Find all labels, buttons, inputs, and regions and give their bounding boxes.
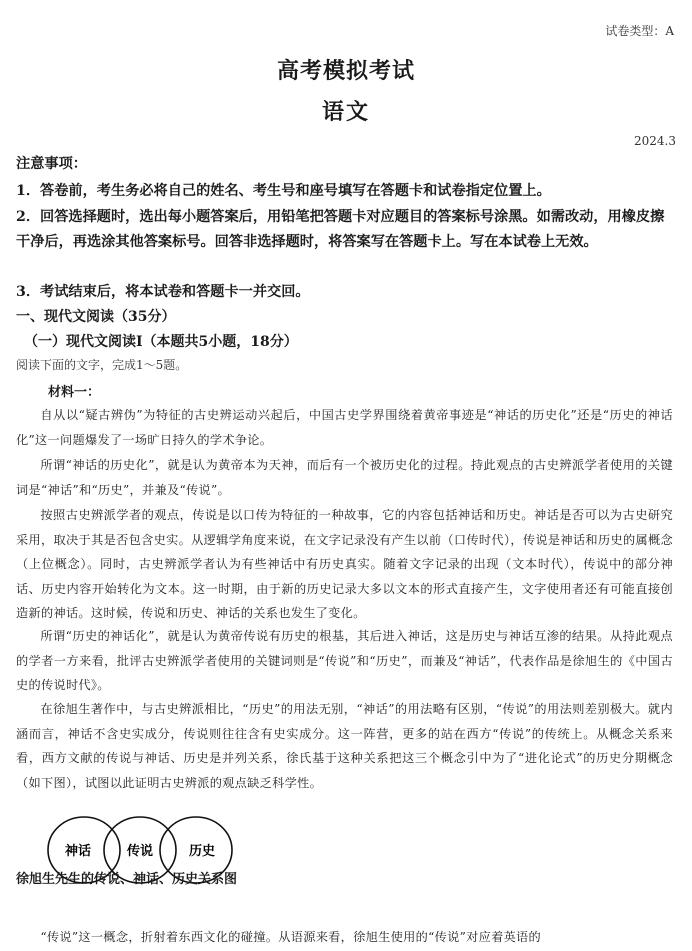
myth-label: 神话 [64, 844, 92, 859]
passage-paragraph: 所谓“历史的神话化”，就是认为黄帝传说有历史的根基，其后进入神话，这是历史与神话互渗的结果。从持此观点的学者一方来看，批评古史辨派学者使用的关键词则是“传说”和“历史”，而兼及“神话”，代表作品是徐旭生的《中国古史的传说时代》。 [16, 629, 673, 692]
reading-instruction: 阅读下面的文字，完成1～5题。 [16, 358, 188, 372]
passage-paragraph: 在徐旭生著作中，与古史辨派相比，“历史”的用法无别，“神话”的用法略有区别，“传说”的用法则差别极大。就内涵而言，神话不含史实成分，传说则往往含有史实成分。这一阵营，更多的站在西方“传说”的传统上。从概念关系来看，西方文献的传说与神话、历史是并列关系，徐氏基于这种关系把这三个概念引中为了“进化论式”的历史分期概念（如下图），试图以此证明古史辨派的观点缺乏科学性。 [16, 702, 673, 790]
passage-paragraph: 所谓“神话的历史化”，就是认为黄帝本为天神，而后有一个被历史化的过程。持此观点的古史辨派学者使用的关键词是“神话”和“历史”，并兼及“传说”。 [16, 458, 673, 497]
passage-paragraph: 按照古史辨派学者的观点，传说是以口传为特征的一种故事，它的内容包括神话和历史。神话是否可以为古史研究采用，取决于其是否包含史实。从逻辑学角度来说，在文字记录没有产生以前（口传时代），传说是神话和历史的属概念（上位概念）。同时，古史辨派学者认为有些神话中有历史真实。随着文字记录的出现（文本时代），传说中的部分神话、历史内容开始转化为文本。这一时期，由于新的历史记录大多以文本的形式直接产生，文字使用者还有可能直接创造新的神话。这时候，传说和历史、神话的关系也发生了变化。 [16, 508, 673, 620]
section-heading-text: 一、现代文阅读（35分） [16, 309, 176, 325]
passage-paragraph: “传说”这一概念，折射着东西文化的碰撞。从语源来看，徐旭生使用的“传说”对应着英语的 [40, 930, 542, 944]
exam-date: 2024.3 [634, 134, 676, 148]
legend-label: 传说 [126, 844, 154, 859]
history-label: 历史 [188, 844, 216, 859]
material-heading: 材料一： [48, 385, 101, 400]
paper-type-label: 试卷类型：A [605, 24, 674, 38]
notice-item: 2．回答选择题时，选出每小题答案后，用铅笔把答题卡对应题目的答案标号涂黑。如需改动，用橡皮擦干净后，再选涂其他答案标号。回答非选择题时，将答案写在答题卡上。写在本试卷上无效。 [16, 209, 665, 250]
section-heading [16, 305, 676, 330]
exam-title: 高考模拟考试 [276, 58, 415, 84]
subsection-heading: （一）现代文阅读Ⅰ（本题共5小题，18分） [24, 334, 298, 350]
relationship-venn-diagram [36, 812, 236, 904]
figure-caption: 徐旭生先生的传说、神话、历史关系图 [16, 872, 238, 887]
notice-item: 1．答卷前，考生务必将自己的姓名、考生号和座号填写在答题卡和试卷指定位置上。 [16, 183, 551, 199]
notice-heading: 注意事项： [16, 156, 87, 172]
subject-title: 语文 [321, 99, 370, 125]
passage-paragraph: 自从以“疑古辨伪”为特征的古史辨运动兴起后，中国古史学界围绕着黄帝事迹是“神话的历史化”还是“历史的神话化”这一问题爆发了一场旷日持久的学术争论。 [16, 408, 673, 447]
notice-item: 3．考试结束后，将本试卷和答题卡一并交回。 [16, 284, 310, 300]
